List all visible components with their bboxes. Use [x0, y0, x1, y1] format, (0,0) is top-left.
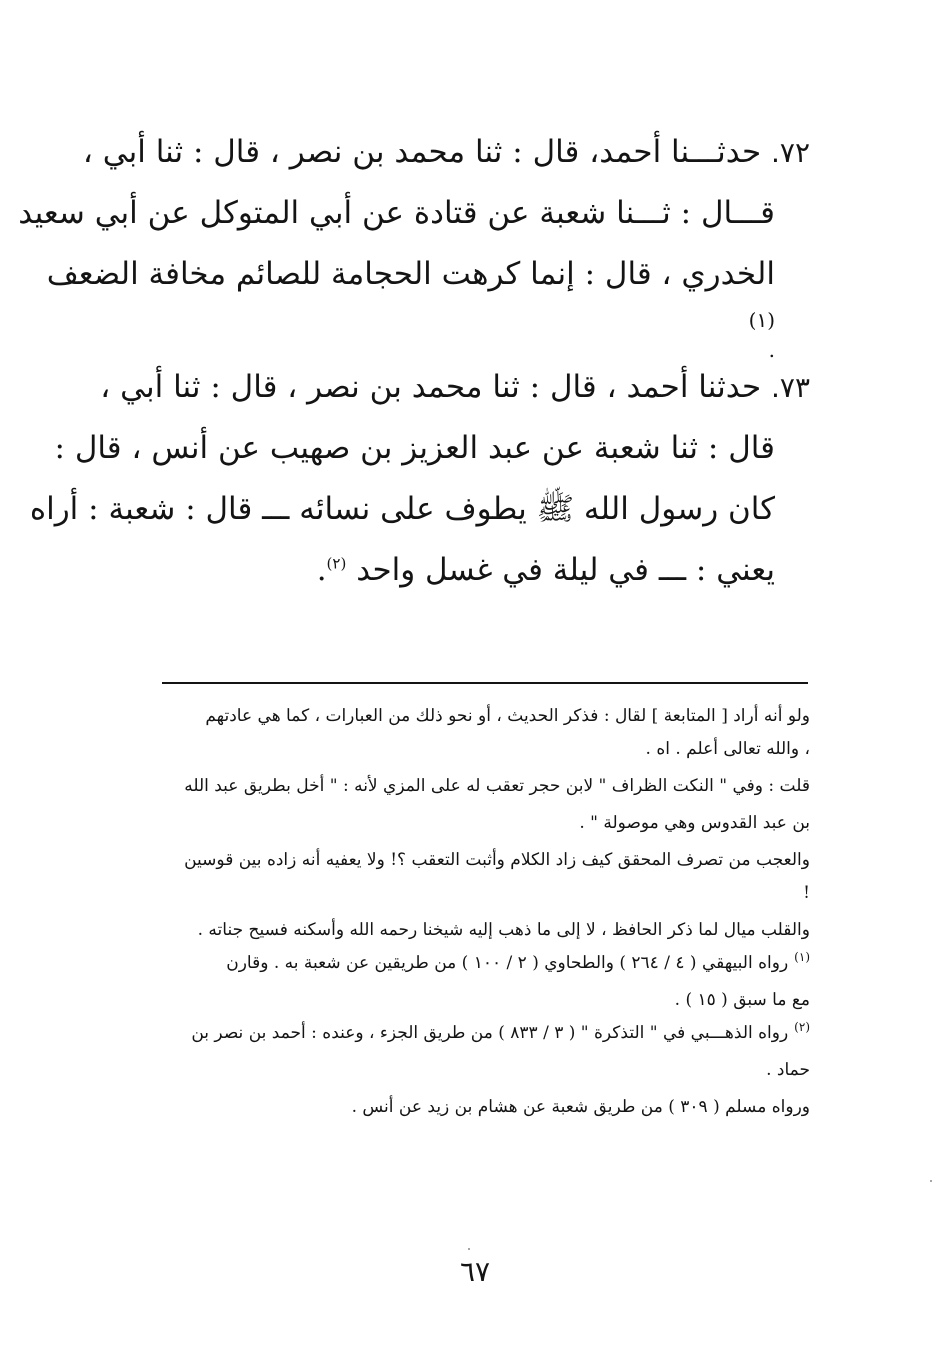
scan-speck	[468, 1248, 470, 1250]
footnotes	[160, 700, 810, 1124]
footnote-line: حماد .	[766, 1060, 810, 1080]
footnote-2	[160, 1017, 810, 1050]
hadith-number: ٧٣.	[771, 371, 810, 404]
footnote-line: ، والله تعالى أعلم . اه .	[645, 739, 810, 759]
hadith-line	[100, 357, 810, 418]
sentence-end: .	[316, 552, 327, 588]
footnote-separator	[162, 682, 808, 684]
hadith-72	[18, 122, 810, 362]
main-text	[18, 122, 810, 613]
footnote-1	[160, 947, 810, 980]
hadith-line	[82, 122, 810, 183]
page-number: ٦٧	[459, 1255, 491, 1288]
footnote-line: مع ما سبق ( ١٥ ) .	[674, 990, 810, 1010]
footnote-line: ورواه مسلم ( ٣٠٩ ) من طريق شعبة عن هشام بن زيد عن أنس .	[351, 1097, 810, 1117]
hadith-73	[29, 357, 810, 601]
hadith-footnote-ref	[160, 305, 810, 362]
scan-speck	[930, 1180, 932, 1182]
hadith-line: كان رسول الله ﷺ يطوف على نسائه ـــ قال : شعبة : أراه	[29, 491, 775, 527]
footnote-line: بن عبد القدوس وهي موصولة " .	[579, 813, 810, 833]
footnote-line: !	[803, 883, 810, 903]
footnote-ref-mark: (٢)	[326, 554, 347, 573]
footnote-text: رواه البيهقي ( ٤ / ٢٦٤ ) والطحاوي ( ٢ / ١٠٠ ) من طريقين عن شعبة به . وقارن	[226, 953, 789, 973]
footnote-number: (١)	[794, 950, 810, 965]
footnote-line: قلت : وفي " النكت الظراف " لابن حجر تعقب له على المزي لأنه : " أخل بطريق عبد الله	[184, 776, 810, 796]
hadith-text: يعني : ـــ في ليلة في غسل واحد	[356, 552, 775, 588]
footnote-line: والقلب ميال لما ذكر الحافظ ، لا إلى ما ذهب إليه شيخنا رحمه الله وأسكنه فسيح جناته .	[197, 920, 810, 940]
footnote-number: (٢)	[794, 1020, 810, 1035]
hadith-number: ٧٢.	[771, 136, 810, 169]
hadith-line	[160, 540, 810, 601]
hadith-text: حدثـــنا أحمد، قال : ثنا محمد بن نصر ، قال : ثنا أبي ،	[82, 134, 762, 170]
footnote-line: والعجب من تصرف المحقق كيف زاد الكلام وأثبت التعقب ؟! ولا يعفيه أنه زاده بين قوسين	[184, 850, 810, 870]
footnote-ref-mark: (١)	[748, 308, 775, 332]
hadith-line: الخدري ، قال : إنما كرهت الحجامة للصائم مخافة الضعف	[46, 256, 775, 292]
hadith-line: قـــال : ثـــنا شعبة عن قتادة عن أبي المتوكل عن أبي سعيد	[18, 195, 775, 231]
hadith-text: حدثنا أحمد ، قال : ثنا محمد بن نصر ، قال : ثنا أبي ،	[100, 369, 762, 405]
footnote-line: ولو أنه أراد [ المتابعة ] لقال : فذكر الحديث ، أو نحو ذلك من العبارات ، كما هي عادتهم	[205, 706, 810, 726]
hadith-line: قال : ثنا شعبة عن عبد العزيز بن صهيب عن أنس ، قال :	[54, 430, 775, 466]
sentence-end: .	[768, 338, 775, 362]
footnote-text: رواه الذهـــبي في " التذكرة " ( ٣ / ٨٣٣ ) من طريق الجزء ، وعنده : أحمد بن نصر بن	[191, 1023, 789, 1043]
